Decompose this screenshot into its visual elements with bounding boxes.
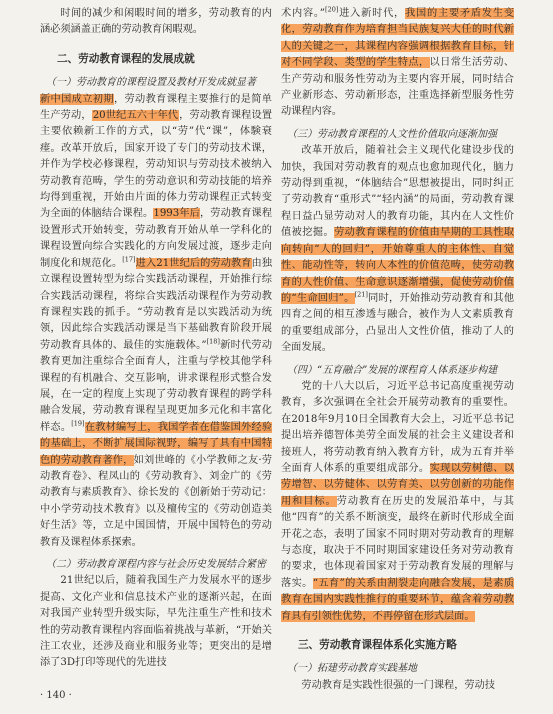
highlight: 我国的主要矛盾发生变化，劳动教育作为培育担当民族复兴大任的时代新人的关键之一，其课程内容强调根据教育目标，针对不同学段、类型的学生特点，	[281, 8, 515, 69]
subsection-heading: （四）“五育融合”发展的课程育人体系逐步构建	[287, 364, 498, 376]
subsection-heading: （一）劳动教育的课程设置及教材开发成就显著	[46, 77, 256, 89]
citation-ref: [17]	[122, 255, 136, 264]
text-run: 进入新时代，	[338, 8, 406, 19]
highlight: “五育”的关系由割裂走向融合发展，是素质教育在国内实践性推行的重要环节，蕴含着劳动教育具有引领性优势，不再停留在形式层面。	[281, 577, 515, 622]
text-run: 党的十八大以后，习近平总书记高度重视劳动教育，多次强调在全社会开展劳动教育的重要性。在2018年9月10日全国教育大会上，习近平总书记提出培养德智体美劳全面发展的社会主义建设者和接班人，将劳动教育纳入教育方针，成为五育并举全面育人体系的重要组成部分。	[281, 380, 514, 474]
subsection-heading: （二）劳动教育课程内容与社会历史发展结合紧密	[46, 559, 266, 570]
highlight: 进入21世纪后的劳动教育	[135, 257, 252, 269]
citation-ref: [21]	[354, 290, 368, 299]
subsection-heading: （一）拓建劳动教育实践基地	[287, 663, 417, 675]
text-run: ，劳动教育课程设置形式开始转变，劳动教育开始从单一学科化的课程设置向综合实践化的方向发展过渡，逐步走向制度化和规范化。	[40, 208, 273, 269]
text-run: ，劳动教育课程设置主要依赖新工作的方式，以“劳”代“课”，体験衰瘗。改革开放后，国家开设了专门的劳动技术课，并作为学校必修课程，劳动知识与劳动技术被纳入劳动教育范畴，学生的劳动意识和劳动技能的培养均得到重视，开始由片面的体力劳动课程正式转变为全面的体脑结合课程。	[40, 110, 273, 220]
paragraph: 时间的减少和闲暇时间的增多，劳动教育的内涵必须涵盖正确的劳动教育闲暇观。	[40, 8, 272, 36]
highlight: 20世纪五六十年代	[92, 110, 179, 122]
text-run: ，劳动教育课程主要推行的是简单生产劳动，	[40, 93, 272, 122]
highlight: 1993年后	[153, 208, 200, 220]
page-number: · 140 ·	[40, 690, 72, 701]
text-run: 以日常生活劳动、生产劳动和服务性劳动为主要内容开展，同时结合产业新形态、劳动新形态，注重选择新型服务性劳动课程内容。	[281, 57, 515, 118]
section-heading: 三、劳动教育课程体系化实施方略	[297, 639, 457, 652]
citation-ref: [19]	[71, 419, 85, 428]
paragraph: 劳动教育是实践性很强的一门课程，劳动技	[301, 679, 495, 691]
left-column	[40, 6, 272, 672]
section-heading: 二、劳动教育课程的发展成就	[56, 52, 195, 65]
subsection-heading: （三）劳动教育课程的人文性价值取向逐渐加强	[287, 128, 497, 140]
paragraph	[40, 92, 272, 551]
citation-ref: [18]	[206, 337, 220, 346]
paragraph	[281, 143, 514, 356]
text-run: 新时代劳动教育更加注重综合全面育人，注重与学校其他学科课程的有机融合、交互影响，讲求课程形式整合发展，在一定的程度上实现了劳动教育课程的跨学科融合发展，劳动教育课程呈现更加多元化和丰富化样态。	[40, 339, 273, 433]
text-run: 改革开放后，随着社会主义现代化建设步伐的加快，我国对劳动教育的观点也愈加现代化，脑力劳动得到重视，“体脑结合”思想被提出，同时纠正了劳动教育“重形式”“轻内涵”的局面，劳动教育课程日益凸显劳动对人的教育功能，其内在人文性价值被挖掘。	[281, 145, 514, 239]
paragraph	[281, 379, 514, 625]
highlight: 劳动教育课程的价值由早期的工具性取向转向“人的回归”，开始尊重人的主体性、自觉性、能动性等，转向人本性的价值范畴，使劳动教育的人性价值、生命意识逐渐增强，促使劳动价值的“生命回归”。	[281, 227, 515, 304]
text-run: 同时，开始推动劳动教育和其他四育之间的相互渗透与融合，被作为人文素质教育的重要组成部分，凸显出人文性价值，推动了人的全面发展。	[281, 292, 515, 354]
paragraph	[281, 6, 514, 121]
highlight: 实现以劳树德、以劳增智、以劳健体、以劳育美、以劳创新的功能作用和目标。	[281, 462, 515, 507]
paragraph: 21世纪以后，随着我国生产力发展水平的逐步提高、文化产业和信息技术产业的逐渐兴起，在面对我国产业转型升级实际，早先注重生产性和技术性的劳动教育课程内容面临着挑战与革新，“开始关注工农业，还涉及商业和服务业等；更突出的是增添了3D打印等现代的先进技	[40, 575, 272, 669]
text-run: 术内容。”	[281, 8, 326, 19]
text-run: 劳动教育在历史的发展沿革中，与其他“四育”的关系不断演变，最终在新时代形成全面开花之态，表明了国家不同时期对劳动教育的理解与态度，取决于不同时期国家建设任务对劳动教育的要求，也体现着国家对于劳动教育发展的理解与落实。	[281, 495, 514, 589]
highlight: 在教材编写上，我国学者在借鉴国外经验的基础上，不断扩展国际视野，编写了具有中国特色的劳动教育著作，	[40, 421, 273, 466]
text-run: 如刘世峰的《小学教师之友·劳动教育卷》、程凤山的《劳动教育》、刘金广的《劳动教育与素质教育》、徐长发的《创新始于劳动记：中小学劳动技术教育》以及檀传宝的《劳动创造美好生活》等，立足中国国情，开展中国特色的劳动教育及课程体系探索。	[40, 454, 273, 548]
right-column	[281, 6, 514, 694]
text-run: 由独立课程设置转型为综合实践活动课程，开始推行综合实践活动课程，将综合实践活动课程作为劳动教育课程实践的抓手。“劳动教育是以实践活动为统领，因此综合实践活动课是当下基础教育阶段开展劳动教育具体的、最佳的实施载体。”	[40, 257, 273, 351]
citation-ref: [20]	[325, 5, 339, 14]
highlight: 新中国成立初期	[40, 93, 114, 105]
